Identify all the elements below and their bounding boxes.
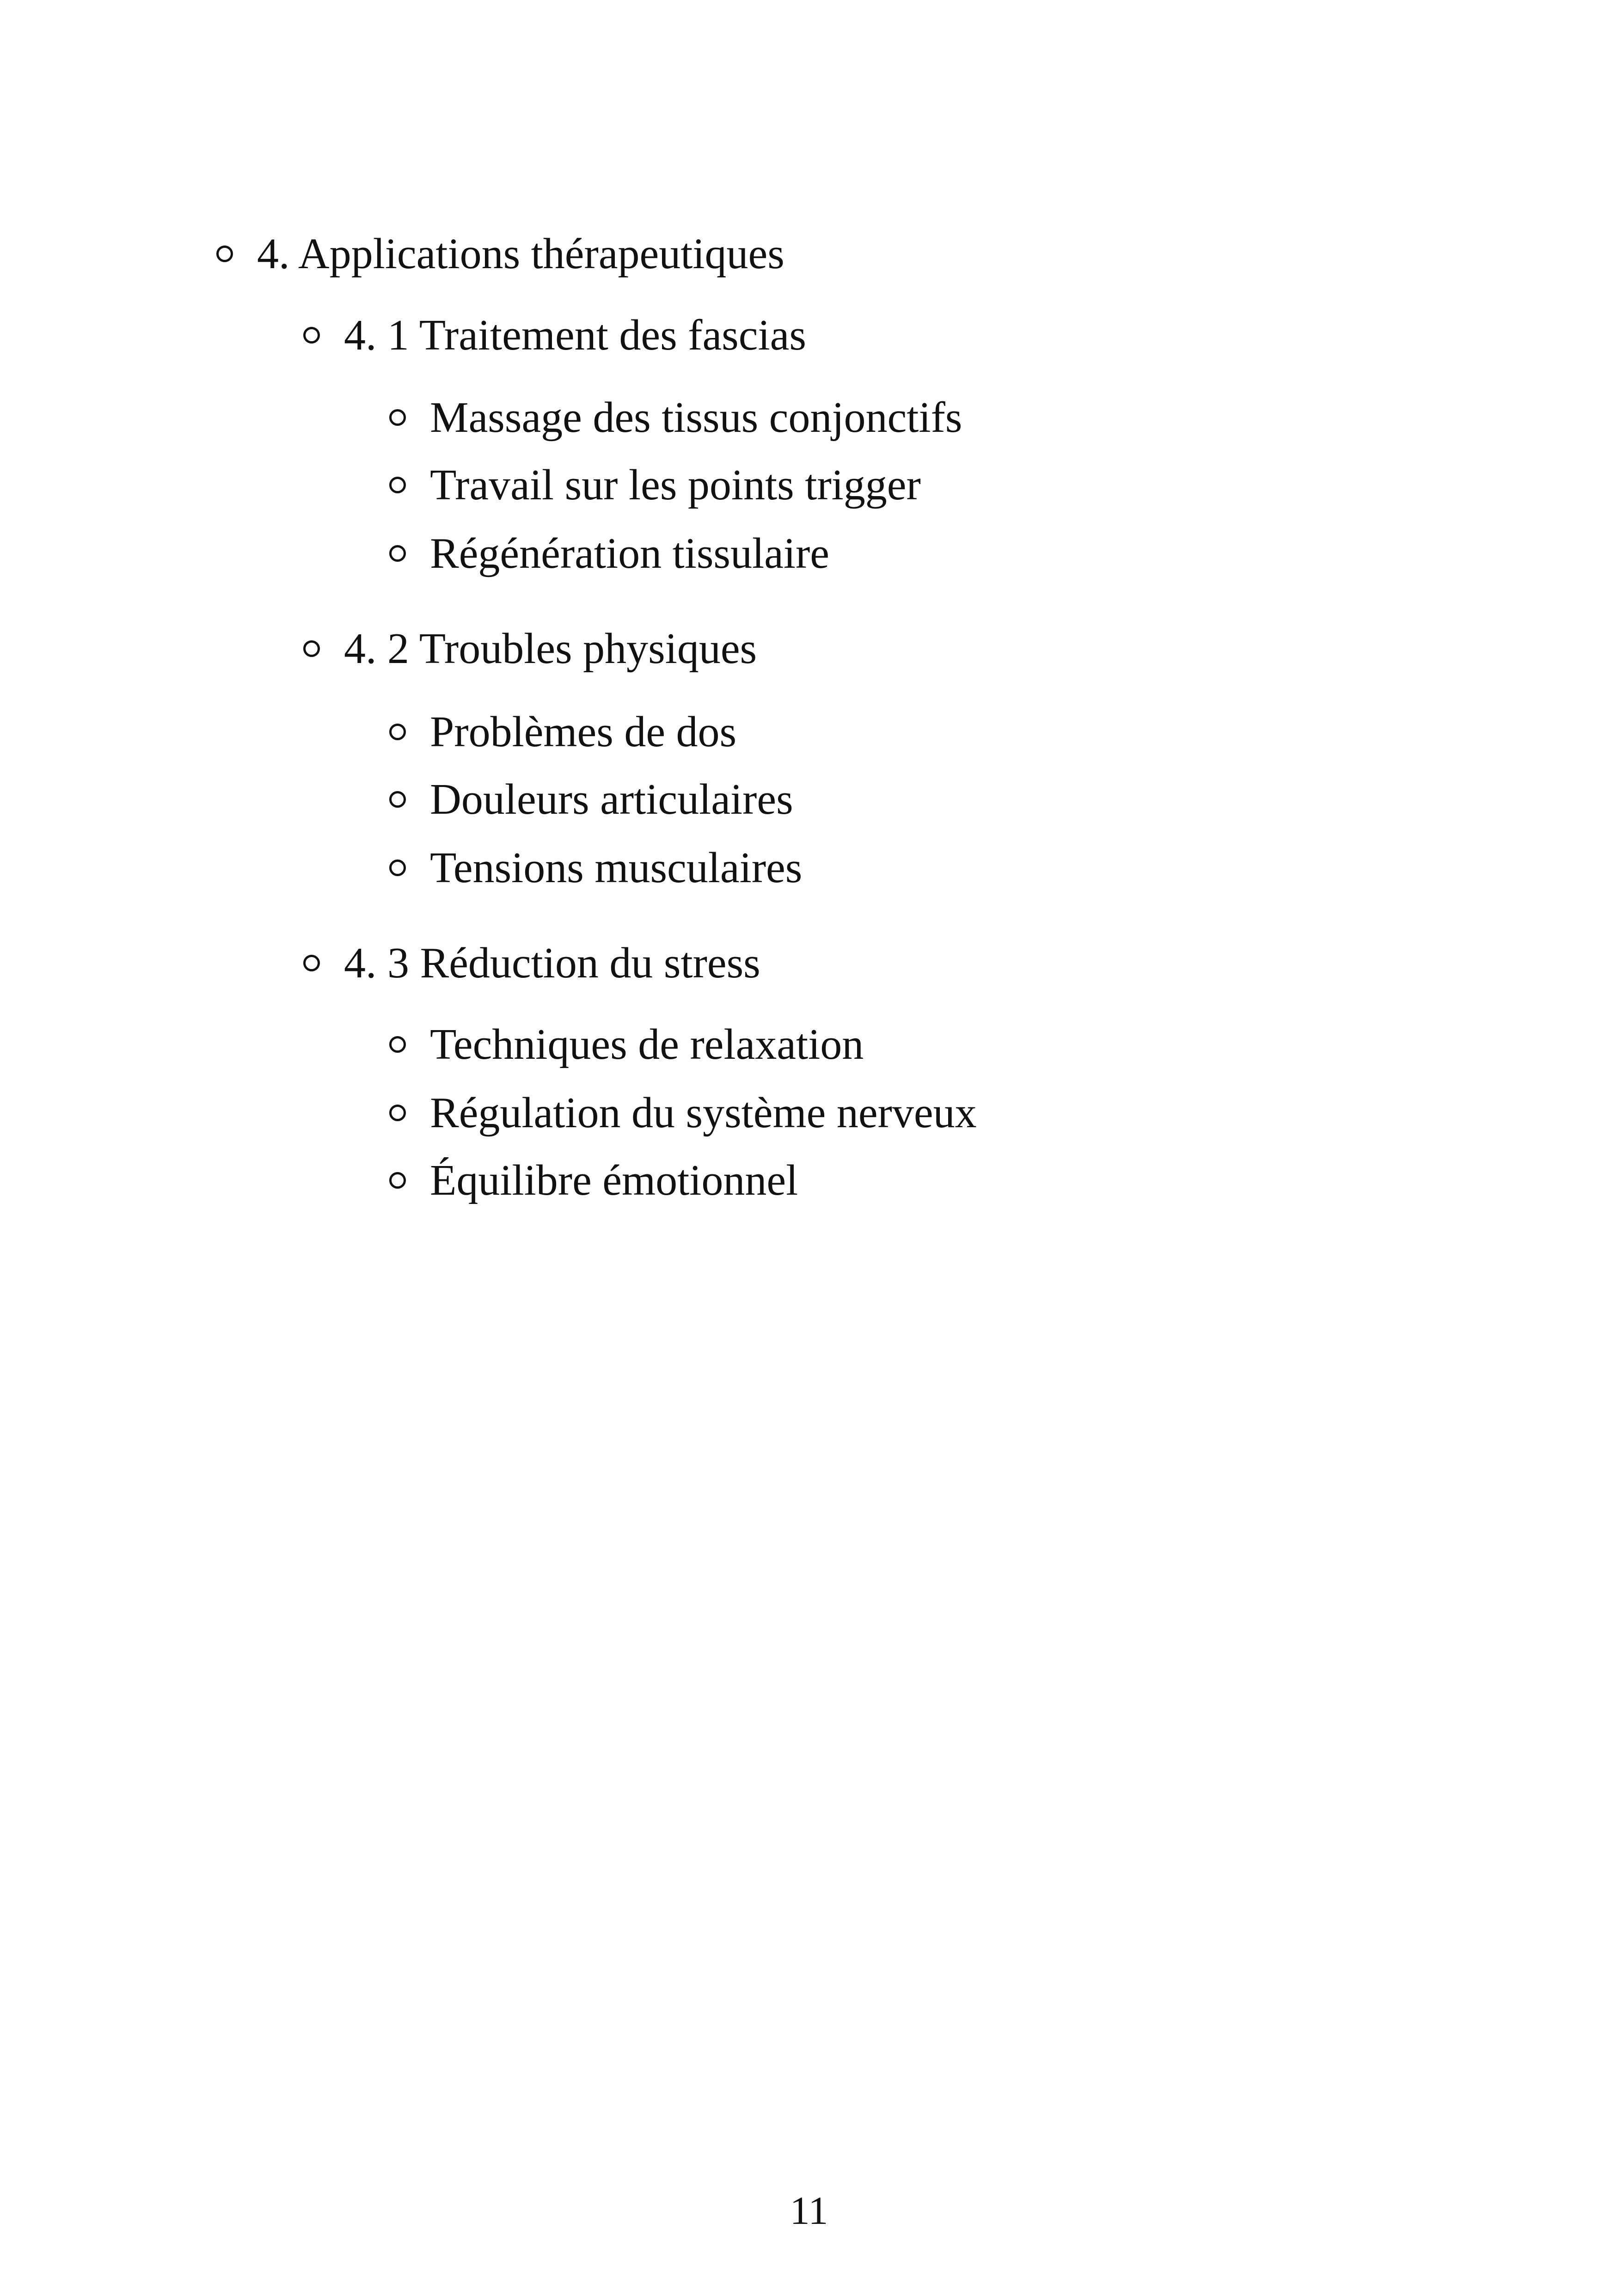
list-item xyxy=(389,775,793,823)
subsection-heading xyxy=(303,313,806,357)
list-item xyxy=(389,710,736,754)
list-item xyxy=(389,1091,977,1135)
hollow-circle-bullet-icon xyxy=(389,859,406,876)
hollow-circle-bullet-icon xyxy=(303,955,320,971)
hollow-circle-bullet-icon xyxy=(389,545,406,562)
hollow-circle-bullet-icon xyxy=(303,327,320,344)
subsection-title: 4. 3 Réduction du stress xyxy=(344,939,760,987)
hollow-circle-bullet-icon xyxy=(389,1172,406,1189)
list-item-label: Équilibre émotionnel xyxy=(430,1156,798,1204)
list-item xyxy=(389,1156,798,1204)
subsection-heading xyxy=(303,941,760,985)
list-item-label: Massage des tissus conjonctifs xyxy=(430,393,962,442)
list-item xyxy=(389,846,802,890)
list-item-label: Techniques de relaxation xyxy=(430,1020,864,1068)
section-title: 4. Applications thérapeutiques xyxy=(257,230,784,278)
subsection-heading xyxy=(303,625,757,673)
list-item xyxy=(389,463,921,507)
list-item-label: Travail sur les points trigger xyxy=(430,461,921,509)
page-number: 11 xyxy=(790,2188,828,2233)
list-item-label: Tensions musculaires xyxy=(430,844,803,892)
hollow-circle-bullet-icon xyxy=(389,1036,406,1053)
subsection-title: 4. 2 Troubles physiques xyxy=(344,625,757,673)
list-item xyxy=(389,393,962,442)
list-item-label: Douleurs articulaires xyxy=(430,775,793,823)
list-item xyxy=(389,529,829,577)
hollow-circle-bullet-icon xyxy=(389,1105,406,1121)
outline-section-heading xyxy=(216,232,784,276)
hollow-circle-bullet-icon xyxy=(389,409,406,426)
hollow-circle-bullet-icon xyxy=(216,246,233,262)
subsection-title: 4. 1 Traitement des fascias xyxy=(344,311,806,359)
list-item xyxy=(389,1020,864,1068)
hollow-circle-bullet-icon xyxy=(303,640,320,657)
list-item-label: Problèmes de dos xyxy=(430,708,737,756)
hollow-circle-bullet-icon xyxy=(389,724,406,740)
list-item-label: Régulation du système nerveux xyxy=(430,1089,977,1137)
hollow-circle-bullet-icon xyxy=(389,477,406,493)
list-item-label: Régénération tissulaire xyxy=(430,529,829,577)
hollow-circle-bullet-icon xyxy=(389,791,406,808)
